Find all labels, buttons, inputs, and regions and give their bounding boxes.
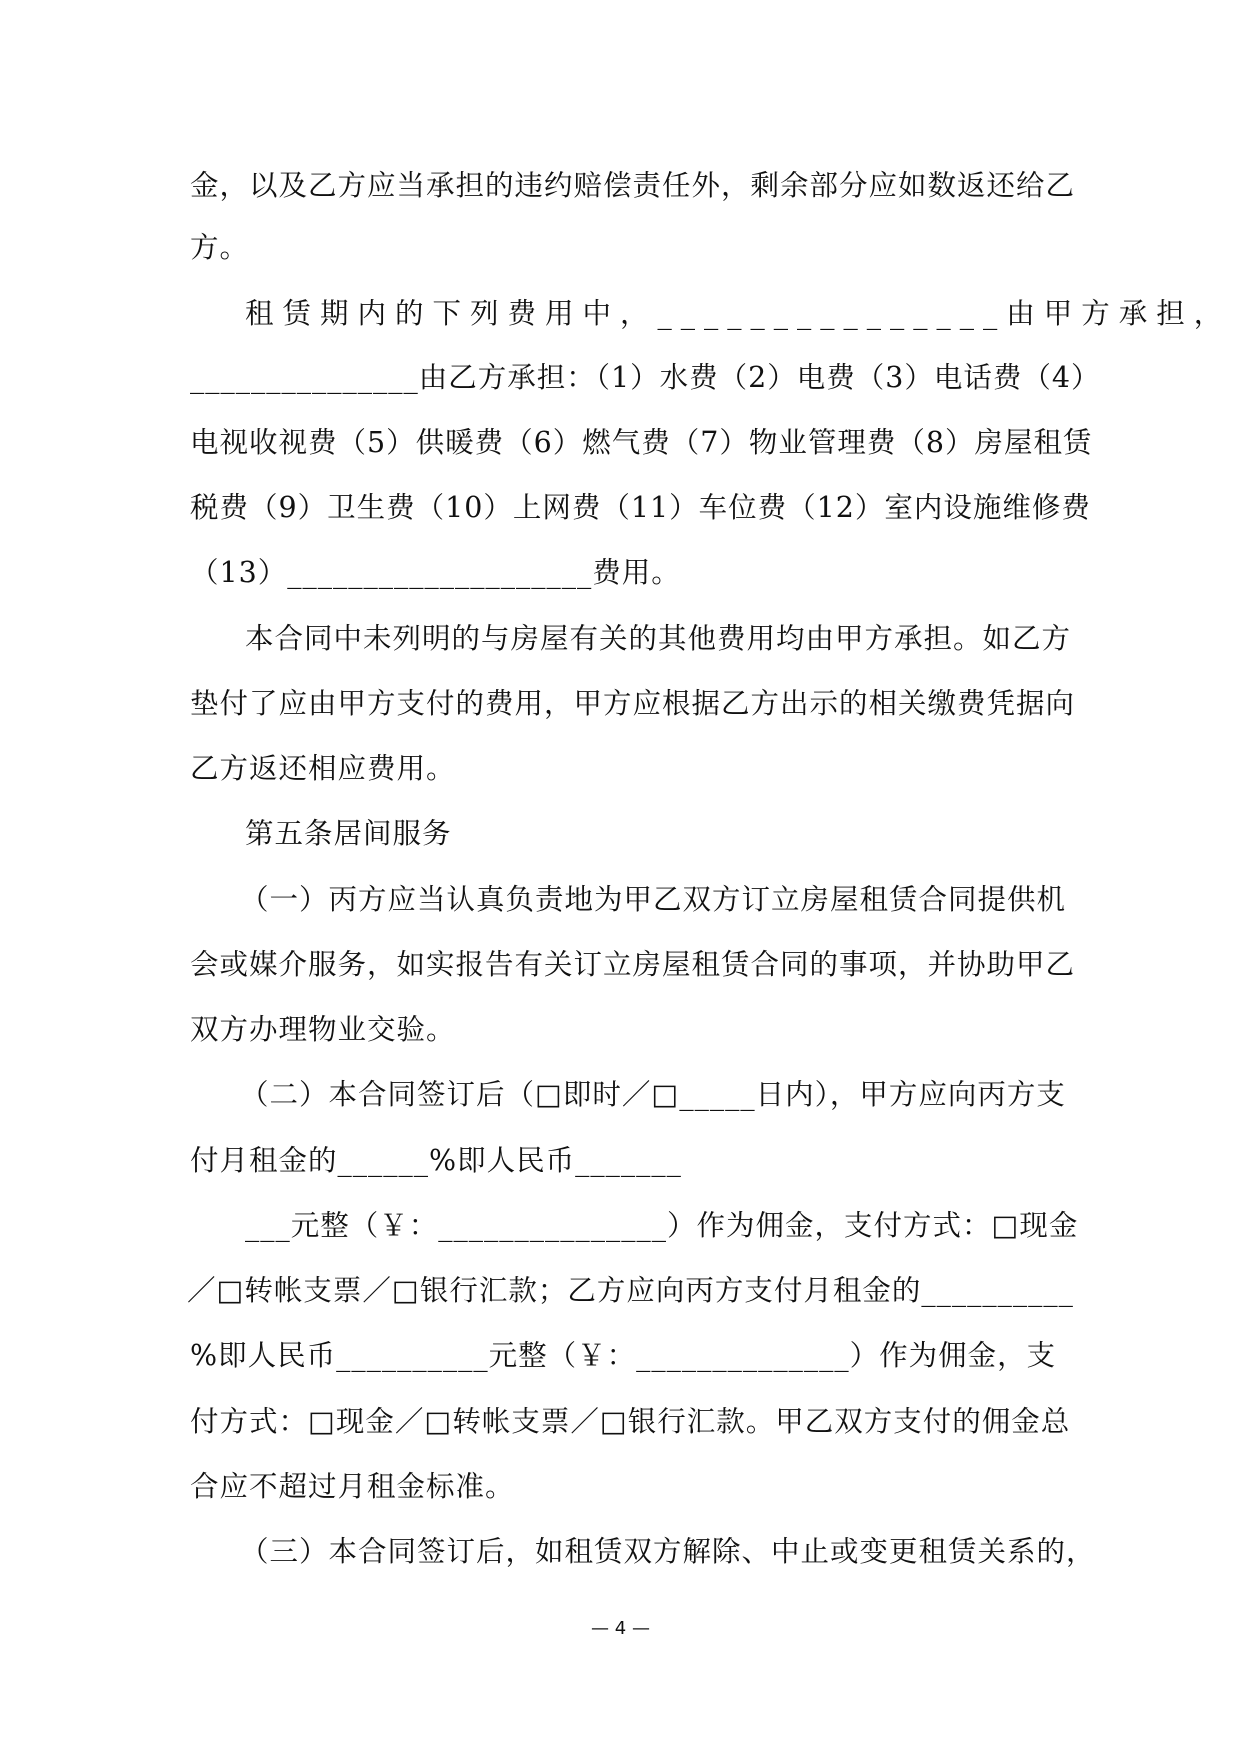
paragraph-line: 金，以及乙方应当承担的违约赔偿责任外，剩余部分应如数返还给乙 <box>190 169 1076 202</box>
paragraph-line: 税费（9）卫生费（10）上网费（11）车位费（12）室内设施维修费 <box>190 491 1091 524</box>
paragraph-line: %即人民币__________元整（￥：______________）作为佣金，支 <box>190 1339 1057 1372</box>
paragraph-line: 垫付了应由甲方支付的费用，甲方应根据乙方出示的相关缴费凭据向 <box>190 687 1076 720</box>
paragraph-line: （二）本合同签订后（□即时／□_____日内），甲方应向丙方支 <box>240 1078 1066 1111</box>
paragraph-line: 合应不超过月租金标准。 <box>190 1470 515 1503</box>
section-heading: 第五条居间服务 <box>245 817 452 850</box>
paragraph-line: 电视收视费（5）供暖费（6）燃气费（7）物业管理费（8）房屋租赁 <box>190 426 1093 459</box>
page-number: — 4 — <box>591 1618 650 1639</box>
paragraph-line: _______________由乙方承担：（1）水费（2）电费（3）电话费（4） <box>190 361 1101 394</box>
paragraph-line: （一）丙方应当认真负责地为甲乙双方订立房屋租赁合同提供机 <box>240 883 1067 916</box>
paragraph-line: （13）____________________费用。 <box>190 556 681 589</box>
paragraph-line: 方。 <box>190 231 250 264</box>
paragraph-line: ／□转帐支票／□银行汇款；乙方应向丙方支付月租金的__________ <box>187 1274 1074 1307</box>
paragraph-line: 会或媒介服务，如实报告有关订立房屋租赁合同的事项，并协助甲乙 <box>190 948 1076 981</box>
paragraph-line: 乙方返还相应费用。 <box>190 752 456 785</box>
paragraph-line: 付月租金的______%即人民币_______ <box>190 1144 682 1177</box>
paragraph-line: （三）本合同签订后，如租赁双方解除、中止或变更租赁关系的， <box>240 1535 1096 1568</box>
paragraph-line: 双方办理物业交验。 <box>190 1013 456 1046</box>
paragraph-line: 租赁期内的下列费用中，_______________由甲方承担， <box>245 297 1232 330</box>
paragraph-line: 本合同中未列明的与房屋有关的其他费用均由甲方承担。如乙方 <box>245 622 1072 655</box>
paragraph-line: 付方式：□现金／□转帐支票／□银行汇款。甲乙双方支付的佣金总 <box>190 1405 1071 1438</box>
paragraph-line: ___元整（￥：_______________）作为佣金，支付方式：□现金 <box>245 1209 1079 1242</box>
